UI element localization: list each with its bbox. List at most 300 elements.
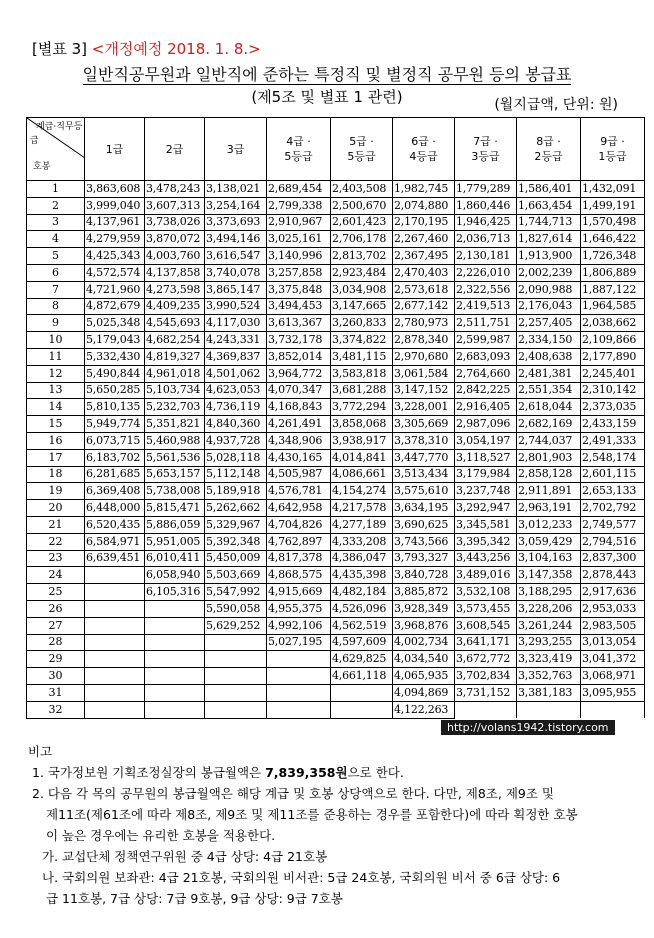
salary-cell: 2,002,239	[517, 264, 581, 281]
salary-cell: 4,721,960	[85, 281, 145, 298]
salary-cell: 4,117,030	[205, 315, 267, 332]
salary-cell: 4,369,837	[205, 348, 267, 365]
salary-cell: 5,112,148	[205, 466, 267, 483]
salary-cell: 3,013,054	[581, 634, 645, 651]
table-row	[27, 365, 645, 382]
salary-cell: 3,054,197	[455, 432, 517, 449]
salary-cell: 3,305,669	[393, 416, 455, 433]
table-row	[27, 500, 645, 517]
salary-cell: 3,608,545	[455, 617, 517, 634]
salary-cell: 2,177,890	[581, 348, 645, 365]
salary-cell: 4,279,959	[85, 231, 145, 248]
salary-cell: 4,736,119	[205, 399, 267, 416]
salary-cell: 3,885,872	[393, 584, 455, 601]
salary-cell: 2,780,973	[393, 315, 455, 332]
salary-cell: 4,482,184	[331, 584, 393, 601]
salary-cell: 3,395,342	[455, 533, 517, 550]
note-item-na-line-2: 급 11호봉, 7급 상당: 7급 9호봉, 9급 상당: 9급 7호봉	[46, 891, 343, 906]
salary-cell: 4,661,118	[331, 668, 393, 685]
step-cell: 19	[27, 483, 85, 500]
salary-cell: 4,629,825	[331, 651, 393, 668]
step-cell: 28	[27, 634, 85, 651]
salary-cell: 4,562,519	[331, 617, 393, 634]
table-row	[27, 248, 645, 265]
salary-cell: 3,852,014	[267, 348, 331, 365]
salary-cell: 3,381,183	[517, 684, 581, 701]
salary-cell: 5,332,430	[85, 348, 145, 365]
salary-cell: 4,065,935	[393, 668, 455, 685]
salary-cell: 1,982,745	[393, 181, 455, 198]
salary-cell: 3,260,833	[331, 315, 393, 332]
column-header: 1급	[85, 118, 145, 181]
salary-cell: 3,740,078	[205, 264, 267, 281]
table-row	[27, 567, 645, 584]
salary-cell: 2,794,516	[581, 533, 645, 550]
table-header-row	[27, 118, 645, 181]
salary-cell: 3,575,610	[393, 483, 455, 500]
salary-cell: 5,547,992	[205, 584, 267, 601]
salary-cell: 3,672,772	[455, 651, 517, 668]
salary-cell: 3,378,310	[393, 432, 455, 449]
note-item-2-line-1: 2. 다음 각 목의 공무원의 봉급월액은 해당 계급 및 호봉 상당액으로 한다. 다만, 제8조, 제9조 및	[32, 786, 554, 801]
salary-cell	[85, 584, 145, 601]
step-cell: 7	[27, 281, 85, 298]
salary-cell: 5,490,844	[85, 365, 145, 382]
step-cell: 1	[27, 181, 85, 198]
salary-cell: 2,130,181	[455, 248, 517, 265]
salary-cell: 2,245,401	[581, 365, 645, 382]
salary-cell: 3,292,947	[455, 500, 517, 517]
salary-cell: 4,168,843	[267, 399, 331, 416]
table-corner-header	[27, 118, 85, 181]
salary-cell	[145, 600, 205, 617]
salary-cell: 3,095,955	[581, 684, 645, 701]
salary-cell: 2,310,142	[581, 382, 645, 399]
salary-cell: 5,590,058	[205, 600, 267, 617]
salary-cell: 2,878,443	[581, 567, 645, 584]
salary-cell: 1,887,122	[581, 281, 645, 298]
salary-cell: 4,014,841	[331, 449, 393, 466]
column-header: 8급 · 2등급	[517, 118, 581, 181]
column-header: 2급	[145, 118, 205, 181]
salary-cell: 4,217,578	[331, 500, 393, 517]
table-row	[27, 214, 645, 231]
salary-cell: 4,137,961	[85, 214, 145, 231]
salary-cell: 5,179,043	[85, 332, 145, 349]
salary-cell	[205, 684, 267, 701]
salary-cell: 3,494,453	[267, 298, 331, 315]
salary-cell	[85, 684, 145, 701]
salary-cell: 5,629,252	[205, 617, 267, 634]
salary-cell: 4,277,189	[331, 516, 393, 533]
salary-cell: 5,460,988	[145, 432, 205, 449]
salary-cell: 3,489,016	[455, 567, 517, 584]
notes-heading: 비고	[28, 744, 53, 759]
salary-cell: 2,799,338	[267, 197, 331, 214]
column-header: 6급 · 4등급	[393, 118, 455, 181]
table-row	[27, 617, 645, 634]
salary-cell: 4,348,906	[267, 432, 331, 449]
salary-cell: 4,086,661	[331, 466, 393, 483]
salary-cell: 2,109,866	[581, 332, 645, 349]
salary-cell: 2,878,340	[393, 332, 455, 349]
salary-cell: 4,154,274	[331, 483, 393, 500]
salary-cell: 2,367,495	[393, 248, 455, 265]
salary-cell: 1,646,422	[581, 231, 645, 248]
salary-cell: 6,105,316	[145, 584, 205, 601]
salary-cell: 4,094,869	[393, 684, 455, 701]
appendix-label: [별표 3]	[32, 40, 87, 58]
salary-cell: 3,999,040	[85, 197, 145, 214]
salary-cell: 5,189,918	[205, 483, 267, 500]
salary-cell	[331, 684, 393, 701]
salary-cell: 3,478,243	[145, 181, 205, 198]
corner-label-class: 급	[30, 136, 39, 146]
salary-cell: 3,732,178	[267, 332, 331, 349]
salary-cell: 2,983,505	[581, 617, 645, 634]
salary-cell: 3,140,996	[267, 248, 331, 265]
note-amount: 7,839,358원	[265, 765, 348, 780]
salary-cell: 2,764,660	[455, 365, 517, 382]
salary-cell: 3,743,566	[393, 533, 455, 550]
watermark-url: http://volans1942.tistory.com	[441, 720, 615, 735]
step-cell: 16	[27, 432, 85, 449]
salary-cell: 3,738,026	[145, 214, 205, 231]
salary-cell: 3,373,693	[205, 214, 267, 231]
table-row	[27, 281, 645, 298]
salary-cell: 4,819,327	[145, 348, 205, 365]
salary-cell	[145, 668, 205, 685]
table-row	[27, 348, 645, 365]
salary-cell: 3,375,848	[267, 281, 331, 298]
salary-cell: 6,058,940	[145, 567, 205, 584]
salary-cell	[205, 651, 267, 668]
step-cell: 27	[27, 617, 85, 634]
salary-cell: 3,188,295	[517, 584, 581, 601]
salary-cell: 6,369,408	[85, 483, 145, 500]
salary-cell: 2,682,169	[517, 416, 581, 433]
salary-cell: 5,351,821	[145, 416, 205, 433]
salary-cell: 3,034,908	[331, 281, 393, 298]
column-header: 5급 · 5등급	[331, 118, 393, 181]
salary-cell: 1,964,585	[581, 298, 645, 315]
salary-cell: 2,706,178	[331, 231, 393, 248]
salary-cell: 3,352,763	[517, 668, 581, 685]
salary-cell: 1,827,614	[517, 231, 581, 248]
corner-label-grade: 계급·직무등	[36, 122, 83, 132]
salary-cell: 2,373,035	[581, 399, 645, 416]
step-cell: 4	[27, 231, 85, 248]
salary-cell: 5,028,118	[205, 449, 267, 466]
salary-cell	[331, 701, 393, 718]
salary-cell: 4,817,378	[267, 550, 331, 567]
salary-cell: 2,837,300	[581, 550, 645, 567]
column-header: 7급 · 3등급	[455, 118, 517, 181]
salary-cell: 3,573,455	[455, 600, 517, 617]
salary-cell: 3,634,195	[393, 500, 455, 517]
salary-cell: 6,520,435	[85, 516, 145, 533]
salary-cell: 2,618,044	[517, 399, 581, 416]
salary-cell: 3,690,625	[393, 516, 455, 533]
salary-cell: 5,815,471	[145, 500, 205, 517]
salary-cell: 2,491,333	[581, 432, 645, 449]
salary-cell: 4,386,047	[331, 550, 393, 567]
salary-cell: 2,970,680	[393, 348, 455, 365]
salary-cell: 5,951,005	[145, 533, 205, 550]
table-row	[27, 483, 645, 500]
salary-cell: 2,653,133	[581, 483, 645, 500]
salary-cell: 4,868,575	[267, 567, 331, 584]
table-row	[27, 516, 645, 533]
salary-cell: 4,704,826	[267, 516, 331, 533]
salary-cell: 4,526,096	[331, 600, 393, 617]
salary-cell: 3,237,748	[455, 483, 517, 500]
notes-section	[28, 741, 628, 909]
salary-cell: 3,681,288	[331, 382, 393, 399]
column-header: 3급	[205, 118, 267, 181]
salary-cell: 3,481,115	[331, 348, 393, 365]
step-cell: 20	[27, 500, 85, 517]
salary-cell: 4,409,235	[145, 298, 205, 315]
step-cell: 2	[27, 197, 85, 214]
salary-cell: 6,584,971	[85, 533, 145, 550]
step-cell: 5	[27, 248, 85, 265]
salary-cell: 2,176,043	[517, 298, 581, 315]
step-cell: 31	[27, 684, 85, 701]
step-cell: 11	[27, 348, 85, 365]
salary-cell: 1,744,713	[517, 214, 581, 231]
salary-cell: 6,073,715	[85, 432, 145, 449]
salary-cell: 3,293,255	[517, 634, 581, 651]
step-cell: 25	[27, 584, 85, 601]
salary-cell: 2,090,988	[517, 281, 581, 298]
salary-cell: 3,061,584	[393, 365, 455, 382]
salary-cell: 5,561,536	[145, 449, 205, 466]
salary-cell: 3,179,984	[455, 466, 517, 483]
salary-cell: 3,254,164	[205, 197, 267, 214]
salary-cell: 1,779,289	[455, 181, 517, 198]
salary-cell	[145, 684, 205, 701]
table-row	[27, 382, 645, 399]
salary-cell: 3,443,256	[455, 550, 517, 567]
salary-cell: 5,450,009	[205, 550, 267, 567]
salary-cell: 3,532,108	[455, 584, 517, 601]
document-title: 일반직공무원과 일반직에 준하는 특정직 및 별정직 공무원 등의 봉급표	[82, 65, 572, 84]
salary-cell: 3,041,372	[581, 651, 645, 668]
salary-cell: 3,990,524	[205, 298, 267, 315]
salary-cell: 4,505,987	[267, 466, 331, 483]
appendix-header	[32, 38, 261, 59]
salary-cell: 4,872,679	[85, 298, 145, 315]
table-row	[27, 600, 645, 617]
salary-cell: 2,923,484	[331, 264, 393, 281]
salary-cell: 3,147,358	[517, 567, 581, 584]
salary-cell: 3,968,876	[393, 617, 455, 634]
salary-cell: 5,392,348	[205, 533, 267, 550]
salary-cell	[145, 634, 205, 651]
salary-cell: 2,601,423	[331, 214, 393, 231]
step-cell: 17	[27, 449, 85, 466]
step-cell: 13	[27, 382, 85, 399]
salary-cell: 4,762,897	[267, 533, 331, 550]
table-row	[27, 584, 645, 601]
salary-cell: 3,870,072	[145, 231, 205, 248]
salary-cell: 5,329,967	[205, 516, 267, 533]
table-row	[27, 416, 645, 433]
table-row	[27, 701, 645, 718]
salary-cell	[267, 668, 331, 685]
salary-cell: 1,570,498	[581, 214, 645, 231]
table-row	[27, 399, 645, 416]
salary-cell: 5,653,157	[145, 466, 205, 483]
salary-cell: 5,103,734	[145, 382, 205, 399]
revision-note: <개정예정 2018. 1. 8.>	[91, 40, 261, 58]
document-subtitle: (제5조 및 별표 1 관련)	[251, 88, 403, 106]
salary-cell: 1,806,889	[581, 264, 645, 281]
salary-cell: 4,915,669	[267, 584, 331, 601]
salary-cell: 4,955,375	[267, 600, 331, 617]
salary-cell: 3,616,547	[205, 248, 267, 265]
step-cell: 23	[27, 550, 85, 567]
salary-cell: 4,243,331	[205, 332, 267, 349]
salary-cell: 5,886,059	[145, 516, 205, 533]
salary-cell: 4,070,347	[267, 382, 331, 399]
salary-cell: 2,322,556	[455, 281, 517, 298]
salary-cell: 3,323,419	[517, 651, 581, 668]
salary-cell: 3,138,021	[205, 181, 267, 198]
salary-cell: 4,002,734	[393, 634, 455, 651]
salary-cell: 3,059,429	[517, 533, 581, 550]
salary-cell: 2,573,618	[393, 281, 455, 298]
salary-cell: 2,911,891	[517, 483, 581, 500]
salary-cell: 4,430,165	[267, 449, 331, 466]
salary-cell: 3,513,434	[393, 466, 455, 483]
salary-cell: 4,501,062	[205, 365, 267, 382]
step-cell: 26	[27, 600, 85, 617]
salary-cell: 1,586,401	[517, 181, 581, 198]
salary-cell	[455, 701, 517, 718]
table-row	[27, 315, 645, 332]
salary-cell: 3,345,581	[455, 516, 517, 533]
salary-cell: 2,813,702	[331, 248, 393, 265]
salary-cell	[205, 668, 267, 685]
salary-cell: 3,257,858	[267, 264, 331, 281]
salary-cell: 2,419,513	[455, 298, 517, 315]
salary-cell: 4,545,693	[145, 315, 205, 332]
table-row	[27, 432, 645, 449]
step-cell: 29	[27, 651, 85, 668]
salary-cell: 3,641,171	[455, 634, 517, 651]
table-row	[27, 466, 645, 483]
salary-cell: 6,639,451	[85, 550, 145, 567]
salary-cell: 5,262,662	[205, 500, 267, 517]
salary-cell: 4,273,598	[145, 281, 205, 298]
salary-cell: 3,147,665	[331, 298, 393, 315]
salary-cell: 3,731,152	[455, 684, 517, 701]
salary-cell: 1,499,191	[581, 197, 645, 214]
salary-cell: 3,261,244	[517, 617, 581, 634]
salary-table	[26, 117, 645, 719]
salary-cell: 2,599,987	[455, 332, 517, 349]
salary-cell: 3,772,294	[331, 399, 393, 416]
salary-cell	[85, 600, 145, 617]
salary-cell: 2,963,191	[517, 500, 581, 517]
salary-cell: 4,937,728	[205, 432, 267, 449]
step-cell: 10	[27, 332, 85, 349]
salary-cell	[267, 701, 331, 718]
salary-cell: 3,494,146	[205, 231, 267, 248]
salary-cell: 2,433,159	[581, 416, 645, 433]
step-cell: 30	[27, 668, 85, 685]
table-row	[27, 684, 645, 701]
salary-cell	[85, 701, 145, 718]
salary-cell: 4,961,018	[145, 365, 205, 382]
salary-cell: 2,511,751	[455, 315, 517, 332]
salary-cell	[581, 701, 645, 718]
salary-cell: 4,122,263	[393, 701, 455, 718]
salary-cell: 2,744,037	[517, 432, 581, 449]
salary-cell	[145, 651, 205, 668]
step-cell: 15	[27, 416, 85, 433]
step-cell: 8	[27, 298, 85, 315]
salary-cell: 2,702,792	[581, 500, 645, 517]
salary-cell: 3,840,728	[393, 567, 455, 584]
table-row	[27, 550, 645, 567]
step-cell: 12	[27, 365, 85, 382]
salary-cell: 5,738,008	[145, 483, 205, 500]
salary-cell: 5,025,348	[85, 315, 145, 332]
salary-cell: 5,232,703	[145, 399, 205, 416]
salary-cell	[145, 617, 205, 634]
step-cell: 32	[27, 701, 85, 718]
salary-cell: 6,281,685	[85, 466, 145, 483]
table-row	[27, 651, 645, 668]
salary-cell: 2,408,638	[517, 348, 581, 365]
salary-cell: 4,435,398	[331, 567, 393, 584]
table-row	[27, 197, 645, 214]
salary-cell: 3,938,917	[331, 432, 393, 449]
salary-cell: 4,333,208	[331, 533, 393, 550]
salary-cell: 2,677,142	[393, 298, 455, 315]
salary-cell: 3,374,822	[331, 332, 393, 349]
salary-cell: 3,607,313	[145, 197, 205, 214]
note-item-1: 1. 국가정보원 기획조정실장의 봉급월액은 7,839,358원으로 한다.	[32, 765, 404, 780]
salary-cell	[267, 684, 331, 701]
salary-cell: 4,597,609	[331, 634, 393, 651]
step-cell: 6	[27, 264, 85, 281]
table-row	[27, 231, 645, 248]
step-cell: 18	[27, 466, 85, 483]
salary-cell: 3,583,818	[331, 365, 393, 382]
salary-cell: 2,683,093	[455, 348, 517, 365]
salary-cell: 2,953,033	[581, 600, 645, 617]
table-row	[27, 264, 645, 281]
salary-cell: 2,038,662	[581, 315, 645, 332]
salary-cell: 3,025,161	[267, 231, 331, 248]
salary-cell: 3,858,068	[331, 416, 393, 433]
salary-cell: 3,012,233	[517, 516, 581, 533]
salary-cell	[85, 567, 145, 584]
salary-cell: 2,226,010	[455, 264, 517, 281]
salary-cell: 5,027,195	[267, 634, 331, 651]
salary-cell: 2,470,403	[393, 264, 455, 281]
salary-cell: 2,858,128	[517, 466, 581, 483]
table-row	[27, 634, 645, 651]
table-row	[27, 533, 645, 550]
salary-cell: 2,500,670	[331, 197, 393, 214]
salary-cell: 4,137,858	[145, 264, 205, 281]
salary-cell: 5,810,135	[85, 399, 145, 416]
